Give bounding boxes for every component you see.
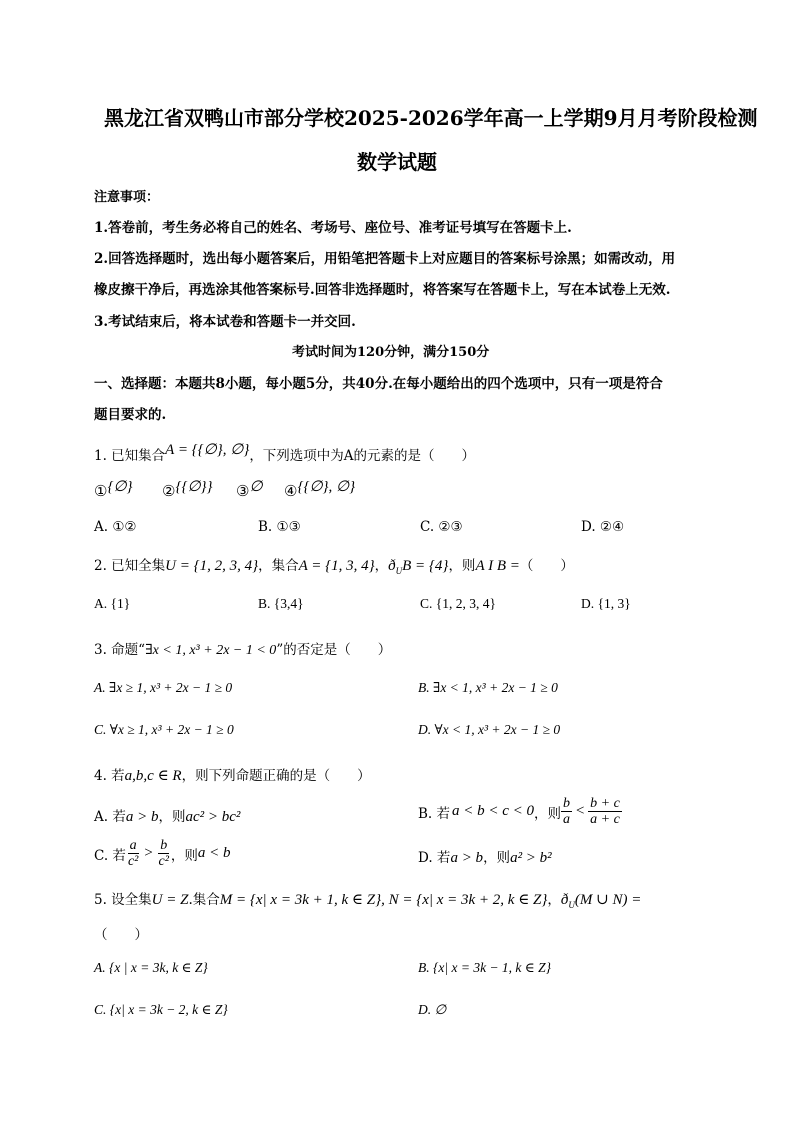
q3-proposition: ∃x < 1, x³ + 2x − 1 < 0	[145, 643, 277, 658]
q4-option-b: B. 若 a < b < c < 0 ，则 $\frac{b}{a}$ < $\frac{b + c}{a + c}$	[418, 796, 620, 827]
q3-option-d: D. ∀x < 1, x³ + 2x − 1 ≥ 0	[418, 722, 561, 737]
q5-option-a: A. {x | x = 3k, k ∈ Z}	[94, 960, 208, 975]
notice-item-2-cont: 橡皮擦干净后，再选涂其他答案标号.回答非选择题时，将答案写在答题卡上，写在本试卷上无效.	[94, 282, 671, 298]
q2-complement-symbol: $ð_U$	[388, 558, 403, 576]
q4-b-fraction-1: $\frac{b}{a}$	[563, 796, 571, 827]
q4-option-d: D. 若a > b，则a² > b²	[418, 850, 552, 866]
notice-heading: 注意事项：	[94, 190, 160, 205]
q1-option-b: B. ①③	[258, 519, 301, 535]
q4-option-a: A. 若a > b，则ac² > bc²	[94, 809, 241, 825]
q5-universal-set: U = Z	[151, 892, 189, 908]
q5-option-b: B. {x| x = 3k − 1, k ∈ Z}	[418, 960, 552, 975]
question-1-items	[94, 479, 356, 501]
question-1-stem	[94, 444, 475, 465]
q3-option-c: C. ∀x ≥ 1, x³ + 2x − 1 ≥ 0	[94, 722, 234, 737]
q5-option-d: D. ∅	[418, 1002, 447, 1017]
q2-expression: A I B =	[475, 558, 520, 574]
q1-set-a: A = {{∅}, ∅}	[165, 442, 250, 458]
q1-item-4: ④{{∅}, ∅}	[284, 479, 356, 500]
q1-stem-prefix: 1. 已知集合	[94, 448, 166, 464]
document-title-line1: 黑龙江省双鸭山市部分学校2025-2026学年高一上学期9月月考阶段检测	[104, 106, 758, 130]
q4-b-fraction-2: $\frac{b + c}{a + c}$	[590, 796, 620, 827]
q3-option-b: B. ∃x < 1, x³ + 2x − 1 ≥ 0	[418, 680, 558, 695]
q2-option-a: A. {1}	[94, 596, 131, 611]
section-heading-line2: 题目要求的.	[94, 407, 167, 423]
q5-answer-paren: （ ）	[94, 927, 148, 943]
q5-sets-m-n: M = {x| x = 3k + 1, k ∈ Z}, N = {x| x = 3k + 2, k ∈ Z}	[219, 892, 548, 908]
q2-universal-set: U = {1, 2, 3, 4}	[165, 558, 259, 574]
q1-item-2: ②{{∅}}	[162, 479, 213, 500]
notice-item-2: 2.回答选择题时，选出每小题答案后，用铅笔把答题卡上对应题目的答案标号涂黑；如需改动，用	[94, 251, 676, 267]
q4-condition: a,b,c ∈ R	[124, 768, 182, 784]
notice-item-1: 1.答卷前，考生务必将自己的姓名、考场号、座位号、准考证号填写在答题卡上.	[94, 220, 572, 236]
q5-complement-symbol: $ð_U$	[560, 892, 575, 910]
q2-option-c: C. {1, 2, 3, 4}	[420, 596, 496, 611]
section-heading-line1: 一、选择题：本题共8小题，每小题5分，共40分.在每小题给出的四个选项中，只有一项是符合	[94, 376, 663, 392]
q1-item-3: ③∅	[236, 479, 263, 500]
document-title-line2: 数学试题	[357, 150, 437, 174]
q2-set-a: A = {1, 3, 4}	[298, 558, 375, 574]
q1-option-c: C. ②③	[420, 519, 463, 535]
q4-option-c: C. 若 $\frac{a}{\text{c²}}$ > $\frac{b}{\text{c²}}$ ，则 a < b	[94, 838, 231, 869]
notice-item-3: 3.考试结束后，将本试卷和答题卡一并交回.	[94, 314, 356, 330]
q5-expression: (M ∪ N) =	[574, 892, 642, 908]
q4-c-fraction-1: $\frac{a}{\text{c²}}$	[127, 838, 139, 869]
exam-time-info: 考试时间为120分钟，满分150分	[292, 345, 490, 360]
q1-item-1: ①{∅}	[94, 479, 133, 500]
q1-option-a: A. ①②	[94, 519, 137, 535]
question-5-stem: 5. 设全集U = Z.集合M = {x| x = 3k + 1, k ∈ Z}, N = {x| x = 3k + 2, k ∈ Z}，$ð_U(M$ ∪ N) =	[94, 892, 642, 910]
q4-c-fraction-2: $\frac{b}{\text{c²}}$	[158, 838, 169, 869]
question-4-stem: 4. 若a,b,c ∈ R，则下列命题正确的是（ ）	[94, 768, 371, 784]
q2-option-d: D. {1, 3}	[581, 596, 631, 611]
q3-option-a: A. ∃x ≥ 1, x³ + 2x − 1 ≥ 0	[94, 680, 233, 695]
q2-option-b: B. {3,4}	[258, 596, 304, 611]
q5-option-c: C. {x| x = 3k − 2, k ∈ Z}	[94, 1002, 228, 1017]
q2-set-b: B = {4}	[402, 558, 449, 574]
question-3-stem: 3. 命题“∃x < 1, x³ + 2x − 1 < 0”的否定是（ ）	[94, 642, 392, 658]
q1-stem-suffix: ，下列选项中为A的元素的是（ ）	[249, 448, 476, 464]
question-2-stem: 2. 已知全集U = {1, 2, 3, 4}，集合A = {1, 3, 4}，$ð_UB = \{4\}$，则A I B =（ ）	[94, 558, 574, 576]
q1-option-d: D. ②④	[581, 519, 625, 535]
